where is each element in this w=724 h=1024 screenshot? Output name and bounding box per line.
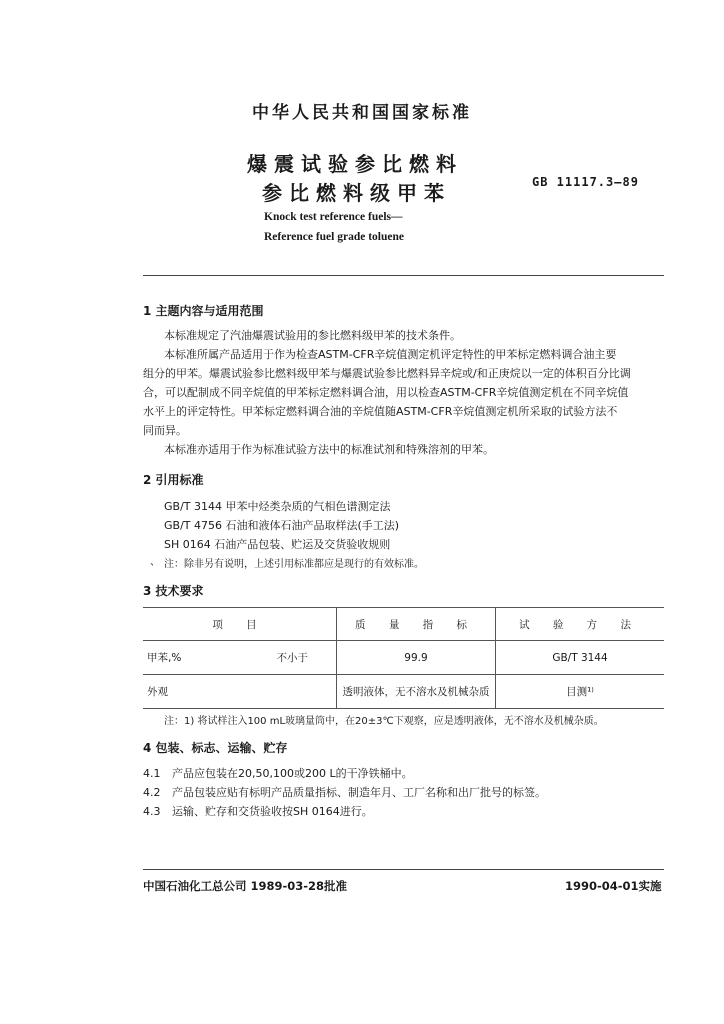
header-item: 项 目 bbox=[143, 608, 337, 641]
title-cn-line1: 爆震试验参比燃料 bbox=[247, 152, 463, 176]
section1-para2-line2: 组分的甲苯。爆震试验参比燃料级甲苯与爆震试验参比燃料异辛烷或/和正庚烷以一定的体积百分比调 bbox=[143, 367, 631, 380]
section2-heading: 2 引用标准 bbox=[143, 473, 204, 487]
issuing-authority: 中华人民共和国国家标准 bbox=[252, 103, 472, 123]
item-text: 运输、贮存和交货验收按SH 0164进行。 bbox=[172, 805, 373, 818]
row-item: 外观 bbox=[147, 686, 168, 698]
header-method: 试 验 方 法 bbox=[496, 608, 665, 641]
effective-date: 1990-04-01实施 bbox=[565, 879, 662, 893]
row-spec: 透明液体，无不溶水及机械杂质 bbox=[337, 675, 496, 709]
row-spec: 99.9 bbox=[337, 641, 496, 675]
table-header-row bbox=[143, 608, 664, 641]
row-method: 目测¹⁾ bbox=[496, 675, 665, 709]
table-row bbox=[143, 641, 664, 675]
list-item bbox=[143, 783, 546, 802]
section2-note: 注：除非另有说明，上述引用标准都应是现行的有效标准。 bbox=[164, 559, 424, 570]
section3-heading: 3 技术要求 bbox=[143, 584, 204, 598]
reference-item: GB/T 4756 石油和液体石油产品取样法(手工法) bbox=[164, 519, 400, 532]
row-method: GB/T 3144 bbox=[496, 641, 665, 675]
section1-para2-line5: 同而异。 bbox=[143, 424, 187, 437]
title-cn-line2: 参比燃料级甲苯 bbox=[262, 181, 451, 205]
item-number: 4.3 bbox=[143, 805, 161, 818]
section1-para3: 本标准亦适用于作为标准试验方法中的标准试剂和特殊溶剂的甲苯。 bbox=[164, 443, 494, 456]
section1-para2-line4: 水平上的评定特性。甲苯标定燃料调合油的辛烷值随ASTM-CFR辛烷值测定机所采取的试验方法不 bbox=[143, 405, 618, 418]
standard-number: GB 11117.3—89 bbox=[532, 175, 639, 189]
note-mark: 、 bbox=[150, 557, 160, 568]
title-en-line2: Reference fuel grade toluene bbox=[264, 231, 404, 243]
section1-para1: 本标准规定了汽油爆震试验用的参比燃料级甲苯的技术条件。 bbox=[164, 329, 461, 342]
row-qualifier: 不小于 bbox=[276, 652, 308, 664]
header-spec: 质 量 指 标 bbox=[337, 608, 496, 641]
title-en-line1: Knock test reference fuels— bbox=[264, 211, 403, 223]
item-number: 4.1 bbox=[143, 767, 161, 780]
list-item bbox=[143, 802, 373, 821]
item-number: 4.2 bbox=[143, 786, 161, 799]
item-text: 产品包装应贴有标明产品质量指标、制造年月、工厂名称和出厂批号的标签。 bbox=[172, 786, 546, 799]
reference-item: GB/T 3144 甲苯中烃类杂质的气相色谱测定法 bbox=[164, 500, 391, 513]
table-row bbox=[143, 675, 664, 709]
section1-para2-line3: 合，可以配制成不同辛烷值的甲苯标定燃料调合油，用以检查ASTM-CFR辛烷值测定机在不同辛烷值 bbox=[143, 386, 629, 399]
section4-heading: 4 包装、标志、运输、贮存 bbox=[143, 741, 288, 755]
table-note: 注：1) 将试样注入100 mL玻璃量筒中，在20±3℃下观察，应是透明液体，无不溶水及机械杂质。 bbox=[164, 716, 604, 727]
list-item bbox=[143, 764, 413, 783]
footer-divider bbox=[143, 869, 664, 870]
section1-para2-line1: 本标准所属产品适用于作为检查ASTM-CFR辛烷值测定机评定特性的甲苯标定燃料调合油主要 bbox=[164, 348, 617, 361]
row-item-cell bbox=[143, 641, 337, 675]
header-divider bbox=[143, 275, 664, 276]
section1-heading: 1 主题内容与适用范围 bbox=[143, 304, 264, 318]
approval-date: 中国石油化工总公司 1989-03-28批准 bbox=[143, 879, 348, 893]
specification-table bbox=[143, 607, 664, 709]
reference-item: SH 0164 石油产品包装、贮运及交货验收规则 bbox=[164, 538, 391, 551]
row-item: 甲苯,% bbox=[147, 652, 182, 664]
row-item-cell bbox=[143, 675, 337, 709]
item-text: 产品应包装在20,50,100或200 L的干净铁桶中。 bbox=[172, 767, 413, 780]
